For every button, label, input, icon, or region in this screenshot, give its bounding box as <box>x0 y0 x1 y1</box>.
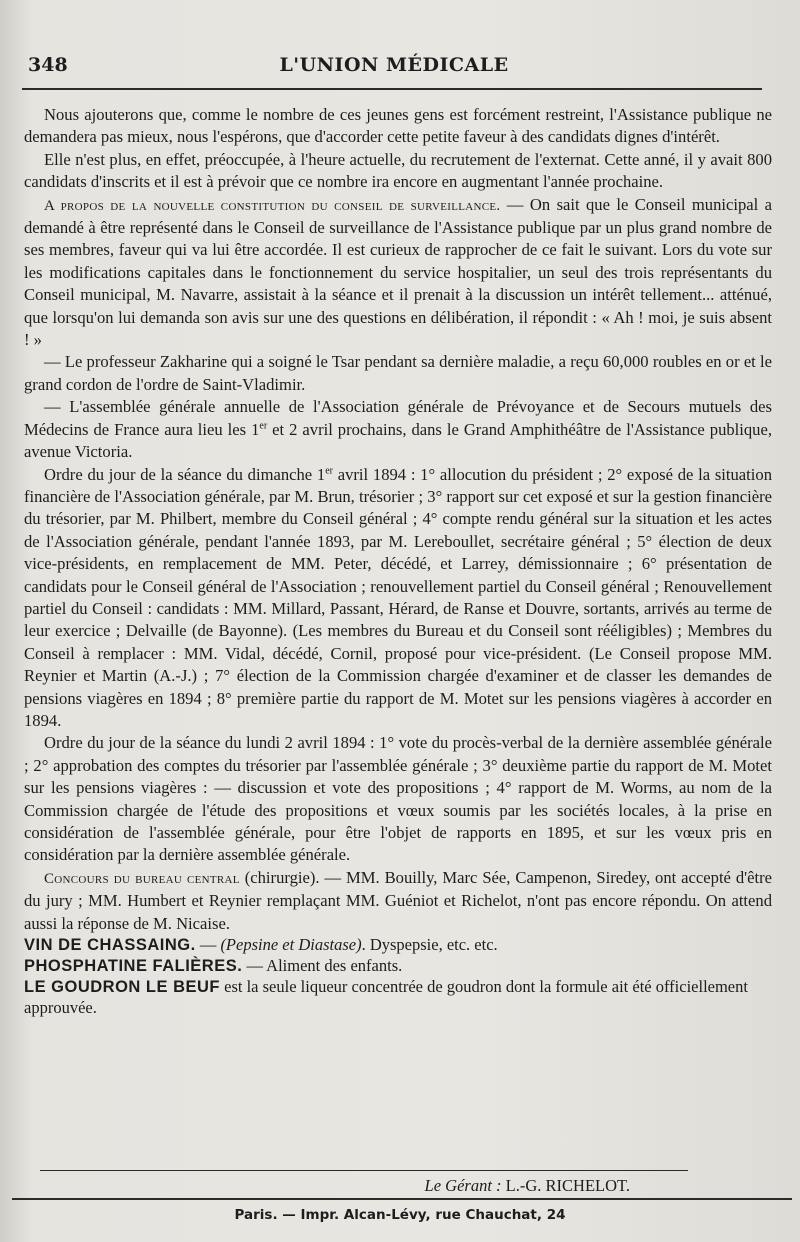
ad-rest: Aliment des enfants. <box>266 956 403 976</box>
ad-goudron <box>24 977 772 1019</box>
gerant-signature <box>425 1176 630 1196</box>
gerant-name: L.-G. RICHELOT. <box>501 1176 630 1195</box>
paragraph-ordre-lundi: Ordre du jour de la séance du lundi 2 avril 1894 : 1° vote du procès-verbal de la dernière assemblée générale ; 2° approbation des comptes du trésorier par l'assemblée générale ; 3° deuxième partie du rapport de M. Motet sur les pensions viagères : — discussion et vote des propositions ; 4° rapport de M. Worms, au nom de la Commission chargée de l'étude des propositions et vœux soumis par les sociétés locales, à la prise en considération de l'assemblée générale, pour être l'objet de rapports en 1895, et sur les vœux pris en considération par la dernière assemblée générale. <box>24 733 772 865</box>
assemblee-after: et 2 avril prochains, dans le Grand Amphithéâtre de l'Assistance publique, avenue Victoria. <box>24 419 772 462</box>
ad-rest: est la seule liqueur concentrée de goudron dont la formule ait été officiellement approuvée. <box>24 977 748 1018</box>
paragraph-conseil <box>24 194 772 352</box>
concours-heading: Concours du bureau central <box>44 870 240 887</box>
ad-italic: (Pepsine et Diastase) <box>220 935 362 955</box>
ad-rest: . Dyspepsie, etc. etc. <box>361 935 498 955</box>
ad-head: PHOSPHATINE FALIÈRES. <box>24 957 243 976</box>
ad-phosphatine <box>24 956 772 977</box>
ad-sep: — <box>195 935 221 955</box>
ad-head: VIN DE CHASSAING. <box>24 936 196 955</box>
assemblee-sup: er <box>259 420 268 432</box>
paragraph-assemblee <box>24 396 772 463</box>
footer-rule-short <box>40 1170 688 1171</box>
paragraph-zakharine: — Le professeur Zakharine qui a soigné le Tsar pendant sa dernière maladie, a reçu 60,000 roubles en or et le grand cordon de l'ordre de Saint-Vladimir. <box>24 352 772 394</box>
page-header <box>28 54 760 82</box>
ordre1-sup: er <box>325 464 333 476</box>
ordre1-b: avril 1894 : 1° allocution du président ; 2° exposé de la situation financière de l'Association générale, par M. Brun, trésorier ; 3° rapport sur cet exposé et sur la gestion financière du trésorier, par M. Philbert, membre du Conseil général ; 4° compte rendu général sur la situation et les actes de l'Association générale, pendant l'année 1893, par M. Lereboullet, secrétaire général ; 5° élection de deux vice-présidents, en remplacement de MM. Peter, décédé, et Larrey, démissionnaire ; 6° présentation de candidats pour le Conseil général de l'Association ; renouvellement partiel du Conseil général ; Renouvellement partiel du Conseil : candidats : MM. Millard, Passant, Hérard, de Ranse et Douvre, sortants, arrivés au terme de leur exercice ; Delvaille (de Bayonne). (Les membres du Bureau et du Conseil sont rééligibles) ; Membres du Conseil à remplacer : MM. Vidal, décédé, Cornil, proposé pour vice-président. (Le Conseil propose MM. Reynier et Martin (A.-J.) ; 7° élection de la Commission chargée d'examiner et de classer les demandes de pensions viagères en 1894 ; 8° première partie du rapport de M. Motet sur les pensions viagères à accorder en 1894. <box>24 464 772 730</box>
concours-text: (chirurgie). — MM. Bouilly, Marc Sée, Campenon, Siredey, ont accepté d'être du jury ; MM. Humbert et Reynier remplaçant MM. Guéniot et Richelot, n'ont pas encore répondu. On attend aussi la réponse de M. Nicaise. <box>24 867 773 933</box>
paragraph-concours <box>24 867 772 935</box>
page-number: 348 <box>28 54 68 76</box>
conseil-heading: A propos de la nouvelle constitution du conseil de surveillance. <box>44 197 501 214</box>
ad-head: LE GOUDRON LE BEUF <box>24 978 221 997</box>
conseil-text: — On sait que le Conseil municipal a demandé à être représenté dans le Conseil de surveillance de l'Assistance publique par un plus grand nombre de ses membres, faveur qui va lui être accordée. Il est curieux de rapprocher de ce fait le suivant. Lors du vote sur les modifications capitales dans le fonctionnement du service hospitalier, un seul des trois représentants du Conseil municipal, M. Navarre, assistait à la séance et il prenait à la discussion un intérêt tellement... atténué, que lorsqu'on lui demanda son avis sur une des questions en délibération, il répondit : « Ah ! moi, je suis absent ! » <box>24 194 773 350</box>
paragraph-externat-2: Elle n'est plus, en effet, préoccupée, à l'heure actuelle, du recrutement de l'externat. Cette anné, il y avait 800 candidats d'inscrits et il est à prévoir que ce nombre ira encore en augmentant l'année prochaine. <box>24 149 772 192</box>
gerant-label: Le Gérant : <box>424 1176 502 1195</box>
article-body <box>24 104 772 1019</box>
ad-sep: — <box>242 956 267 976</box>
ordre1-a: Ordre du jour de la séance du dimanche 1 <box>44 464 326 484</box>
imprint-line: Paris. — Impr. Alcan-Lévy, rue Chauchat, 24 <box>234 1207 566 1223</box>
paragraph-ordre-dimanche <box>24 464 772 733</box>
footer-rule-long <box>12 1198 792 1200</box>
header-rule <box>22 88 762 90</box>
running-title: L'UNION MÉDICALE <box>279 54 509 76</box>
ad-vin-chassaing <box>24 935 772 956</box>
paragraph-externat-1: Nous ajouterons que, comme le nombre de ces jeunes gens est forcément restreint, l'Assistance publique ne demandera pas mieux, nous l'espérons, que d'accorder cette petite faveur à des candidats dignes d'intérêt. <box>24 105 772 147</box>
assemblee-before: — L'assemblée générale annuelle de l'Association générale de Prévoyance et de Secours mutuels des Médecins de France aura lieu les 1 <box>24 397 772 439</box>
